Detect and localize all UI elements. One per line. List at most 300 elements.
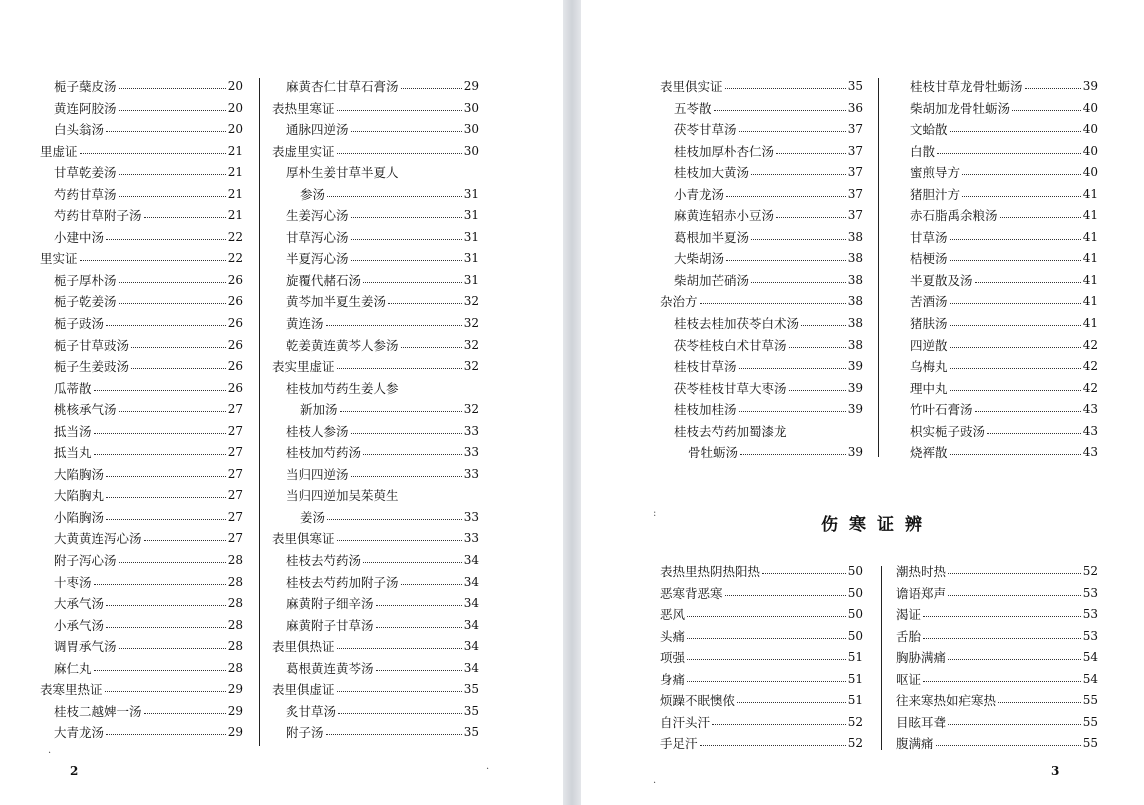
leader-dots bbox=[737, 690, 846, 703]
toc-entry-title: 葛根黄连黄芩汤 bbox=[286, 660, 374, 676]
toc-entry-page: 31 bbox=[463, 229, 479, 244]
toc-entry-title: 麻黄杏仁甘草石膏汤 bbox=[286, 79, 399, 94]
toc-entry-title: 五苓散 bbox=[674, 100, 712, 116]
toc-entry-page: 53 bbox=[1082, 607, 1098, 622]
leader-dots bbox=[340, 399, 462, 412]
toc-entry bbox=[40, 528, 243, 550]
leader-dots bbox=[948, 712, 1081, 725]
toc-entry-page: 34 bbox=[463, 617, 479, 632]
toc-entry-page: 33 bbox=[463, 423, 479, 438]
toc-entry bbox=[896, 399, 1098, 421]
toc-entry-title: 芍药甘草附子汤 bbox=[54, 208, 142, 224]
toc-entry bbox=[896, 141, 1098, 163]
leader-dots bbox=[948, 647, 1081, 660]
toc-entry-page: 41 bbox=[1082, 294, 1098, 309]
toc-entry bbox=[660, 248, 863, 270]
toc-entry bbox=[40, 98, 243, 120]
toc-entry-title: 桂枝人参汤 bbox=[286, 423, 349, 439]
toc-entry-page: 55 bbox=[1082, 736, 1098, 751]
toc-entry bbox=[660, 647, 863, 669]
toc-entry-title: 四逆散 bbox=[910, 337, 948, 353]
toc-entry bbox=[896, 712, 1098, 734]
toc-entry-page: 55 bbox=[1082, 714, 1098, 729]
toc-entry bbox=[896, 378, 1098, 400]
leader-dots bbox=[119, 270, 226, 283]
toc-entry-page: 41 bbox=[1082, 229, 1098, 244]
toc-entry bbox=[660, 313, 863, 335]
leader-dots bbox=[106, 507, 226, 520]
toc-entry-title: 表里俱寒证 bbox=[272, 531, 335, 547]
toc-entry-title: 调胃承气汤 bbox=[54, 639, 117, 655]
toc-entry bbox=[40, 356, 243, 378]
leader-dots bbox=[119, 76, 226, 89]
toc-entry-title: 恶风 bbox=[660, 607, 686, 623]
toc-entry-page: 28 bbox=[227, 553, 243, 568]
toc-entry-page: 34 bbox=[463, 553, 479, 568]
toc-entry-page: 37 bbox=[847, 165, 863, 180]
leader-dots bbox=[363, 442, 462, 455]
toc-entry-page: 29 bbox=[227, 725, 243, 740]
toc-entry-title: 竹叶石膏汤 bbox=[910, 402, 973, 418]
toc-entry-title: 栀子厚朴汤 bbox=[54, 272, 117, 288]
leader-dots bbox=[726, 248, 846, 261]
toc-entry bbox=[896, 270, 1098, 292]
leader-dots bbox=[762, 561, 846, 574]
toc-entry-title: 表实里虚证 bbox=[272, 359, 335, 375]
toc-entry bbox=[272, 550, 479, 572]
toc-entry bbox=[272, 98, 479, 120]
toc-entry-page: 21 bbox=[227, 208, 243, 223]
toc-entry-title: 烦躁不眠懊侬 bbox=[660, 693, 736, 709]
leader-dots bbox=[725, 76, 846, 89]
toc-entry-title: 大承气汤 bbox=[54, 596, 105, 612]
toc-entry-title: 甘草乾姜汤 bbox=[54, 165, 117, 181]
leader-dots bbox=[94, 378, 226, 391]
toc-entry bbox=[272, 378, 479, 400]
toc-entry bbox=[272, 248, 479, 270]
column-divider bbox=[259, 78, 260, 746]
toc-entry bbox=[272, 313, 479, 335]
toc-entry-page: 26 bbox=[227, 272, 243, 287]
toc-entry-page: 33 bbox=[463, 509, 479, 524]
leader-dots bbox=[687, 626, 846, 639]
toc-entry-title: 潮热时热 bbox=[896, 564, 947, 579]
toc-entry-page: 27 bbox=[227, 466, 243, 481]
toc-entry bbox=[660, 98, 863, 120]
toc-entry bbox=[40, 141, 243, 163]
leader-dots bbox=[337, 636, 462, 649]
toc-entry-title: 项强 bbox=[660, 650, 686, 666]
toc-entry bbox=[40, 270, 243, 292]
toc-entry bbox=[896, 561, 1098, 583]
toc-entry-page: 39 bbox=[847, 359, 863, 374]
leader-dots bbox=[376, 615, 462, 628]
toc-entry-title: 芍药甘草汤 bbox=[54, 186, 117, 202]
toc-entry bbox=[40, 399, 243, 421]
leader-dots bbox=[700, 733, 846, 746]
toc-entry-title: 麻黄连轺赤小豆汤 bbox=[674, 208, 775, 224]
toc-entry bbox=[40, 701, 243, 723]
toc-entry-page: 37 bbox=[847, 208, 863, 223]
leader-dots bbox=[714, 98, 846, 111]
toc-entry-page: 26 bbox=[227, 316, 243, 331]
leader-dots bbox=[119, 291, 226, 304]
leader-dots bbox=[119, 399, 226, 412]
toc-entry-page: 28 bbox=[227, 574, 243, 589]
section-column-2 bbox=[896, 561, 1098, 755]
toc-entry-title: 桂枝甘草汤 bbox=[674, 359, 737, 375]
toc-entry-title: 抵当汤 bbox=[54, 423, 92, 439]
toc-entry-page: 50 bbox=[847, 628, 863, 643]
toc-entry-page: 34 bbox=[463, 574, 479, 589]
leader-dots bbox=[962, 184, 1081, 197]
toc-entry bbox=[272, 162, 479, 184]
toc-entry-title: 甘草汤 bbox=[910, 229, 948, 245]
leader-dots bbox=[144, 701, 226, 714]
toc-entry-page: 33 bbox=[463, 531, 479, 546]
toc-entry bbox=[272, 76, 479, 98]
toc-entry bbox=[40, 205, 243, 227]
toc-entry bbox=[40, 227, 243, 249]
toc-entry-title: 乾姜黄连黄芩人参汤 bbox=[286, 337, 399, 353]
toc-entry bbox=[660, 690, 863, 712]
toc-entry-page: 52 bbox=[1082, 564, 1098, 578]
leader-dots bbox=[106, 464, 226, 477]
leader-dots bbox=[337, 98, 462, 111]
toc-entry-page: 52 bbox=[847, 736, 863, 751]
toc-entry bbox=[40, 636, 243, 658]
toc-list bbox=[896, 76, 1098, 464]
toc-entry-title: 当归四逆汤 bbox=[286, 466, 349, 482]
toc-entry-title: 桂枝加大黄汤 bbox=[674, 165, 750, 181]
toc-entry-page: 53 bbox=[1082, 585, 1098, 600]
toc-entry bbox=[660, 291, 863, 313]
toc-entry bbox=[272, 679, 479, 701]
toc-entry-title: 新加汤 bbox=[300, 402, 338, 418]
toc-entry-title: 附子泻心汤 bbox=[54, 553, 117, 569]
toc-entry bbox=[40, 722, 243, 744]
toc-entry-page: 21 bbox=[227, 143, 243, 158]
toc-entry-page: 39 bbox=[1082, 79, 1098, 93]
leader-dots bbox=[337, 528, 462, 541]
toc-entry-title: 乌梅丸 bbox=[910, 359, 948, 375]
toc-entry bbox=[896, 626, 1098, 648]
toc-entry bbox=[272, 485, 479, 507]
leader-dots bbox=[712, 712, 846, 725]
toc-entry-title: 舌胎 bbox=[896, 628, 922, 644]
toc-entry-title: 栀子豉汤 bbox=[54, 316, 105, 332]
leader-dots bbox=[106, 227, 226, 240]
toc-entry-page: 43 bbox=[1082, 423, 1098, 438]
toc-entry bbox=[896, 335, 1098, 357]
toc-entry-title: 桂枝去芍药加附子汤 bbox=[286, 574, 399, 590]
toc-entry-page: 32 bbox=[463, 402, 479, 417]
leader-dots bbox=[962, 162, 1081, 175]
toc-entry-title: 桂枝去芍药加蜀漆龙 bbox=[674, 423, 787, 439]
toc-entry-page: 43 bbox=[1082, 402, 1098, 417]
toc-entry-page: 21 bbox=[227, 186, 243, 201]
toc-entry-title: 表寒里热证 bbox=[40, 682, 103, 698]
toc-entry bbox=[272, 636, 479, 658]
toc-entry bbox=[40, 442, 243, 464]
leader-dots bbox=[998, 690, 1081, 703]
toc-entry bbox=[896, 162, 1098, 184]
leader-dots bbox=[94, 658, 226, 671]
toc-entry-title: 黄芩加半夏生姜汤 bbox=[286, 294, 387, 310]
leader-dots bbox=[751, 270, 846, 283]
toc-entry-page: 37 bbox=[847, 186, 863, 201]
toc-entry bbox=[660, 561, 863, 583]
toc-entry-page: 31 bbox=[463, 208, 479, 223]
leader-dots bbox=[106, 615, 226, 628]
leader-dots bbox=[751, 227, 846, 240]
toc-entry-page: 40 bbox=[1082, 165, 1098, 180]
leader-dots bbox=[739, 399, 846, 412]
toc-entry-title: 恶寒背恶寒 bbox=[660, 585, 723, 601]
toc-entry bbox=[40, 572, 243, 594]
toc-entry-title: 半夏散及汤 bbox=[910, 272, 973, 288]
leader-dots bbox=[948, 583, 1081, 596]
toc-entry bbox=[660, 604, 863, 626]
toc-entry-title: 瓜蒂散 bbox=[54, 380, 92, 396]
toc-entry-title: 抵当丸 bbox=[54, 445, 92, 461]
leader-dots bbox=[687, 669, 846, 682]
toc-entry-page: 54 bbox=[1082, 671, 1098, 686]
scan-speck: · bbox=[48, 748, 52, 759]
toc-entry bbox=[896, 669, 1098, 691]
toc-entry bbox=[272, 335, 479, 357]
leader-dots bbox=[119, 98, 226, 111]
leader-dots bbox=[80, 141, 226, 154]
toc-entry-page: 38 bbox=[847, 337, 863, 352]
toc-entry-title: 渴证 bbox=[896, 607, 922, 623]
toc-entry-page: 42 bbox=[1082, 337, 1098, 352]
toc-entry-title: 柴胡加龙骨牡蛎汤 bbox=[910, 100, 1011, 116]
toc-entry-title: 当归四逆加吴茱萸生 bbox=[286, 488, 399, 504]
toc-entry bbox=[660, 378, 863, 400]
toc-entry-title: 骨牡蛎汤 bbox=[688, 445, 739, 461]
toc-entry-page: 34 bbox=[463, 660, 479, 675]
leader-dots bbox=[106, 722, 226, 735]
toc-entry-title: 呕证 bbox=[896, 671, 922, 687]
toc-entry-page: 51 bbox=[847, 693, 863, 708]
toc-entry-page: 38 bbox=[847, 272, 863, 287]
toc-list bbox=[660, 76, 863, 464]
toc-entry-page: 51 bbox=[847, 671, 863, 686]
toc-entry-page: 35 bbox=[463, 682, 479, 697]
leader-dots bbox=[950, 313, 1081, 326]
leader-dots bbox=[94, 421, 226, 434]
toc-entry-title: 葛根加半夏汤 bbox=[674, 229, 750, 245]
toc-entry-page: 54 bbox=[1082, 650, 1098, 665]
toc-entry-page: 26 bbox=[227, 337, 243, 352]
toc-entry-page: 31 bbox=[463, 272, 479, 287]
toc-entry bbox=[272, 270, 479, 292]
leader-dots bbox=[739, 119, 846, 132]
toc-entry bbox=[40, 291, 243, 313]
toc-entry-title: 枳实栀子豉汤 bbox=[910, 423, 986, 439]
toc-entry bbox=[40, 335, 243, 357]
toc-entry-page: 53 bbox=[1082, 628, 1098, 643]
scan-speck: · bbox=[653, 778, 657, 789]
toc-entry-page: 37 bbox=[847, 143, 863, 158]
toc-entry-page: 30 bbox=[463, 100, 479, 115]
toc-entry-page: 21 bbox=[227, 165, 243, 180]
toc-entry bbox=[40, 658, 243, 680]
toc-entry-title: 桂枝加桂汤 bbox=[674, 402, 737, 418]
toc-entry-page: 39 bbox=[847, 380, 863, 395]
leader-dots bbox=[106, 313, 226, 326]
toc-entry-page: 27 bbox=[227, 445, 243, 460]
leader-dots bbox=[326, 722, 462, 735]
leader-dots bbox=[776, 205, 846, 218]
toc-entry-page: 38 bbox=[847, 294, 863, 309]
toc-entry bbox=[660, 270, 863, 292]
toc-entry-title: 小承气汤 bbox=[54, 617, 105, 633]
toc-entry-title: 小青龙汤 bbox=[674, 186, 725, 202]
toc-entry bbox=[40, 679, 243, 701]
toc-entry-page: 41 bbox=[1082, 208, 1098, 223]
toc-entry-title: 目眩耳聋 bbox=[896, 714, 947, 730]
toc-entry-page: 32 bbox=[463, 359, 479, 374]
toc-entry bbox=[896, 647, 1098, 669]
leader-dots bbox=[376, 658, 462, 671]
toc-entry-title: 胸胁满痛 bbox=[896, 650, 947, 666]
toc-entry-page: 50 bbox=[847, 607, 863, 622]
toc-entry bbox=[272, 227, 479, 249]
toc-entry bbox=[40, 184, 243, 206]
toc-entry-title: 参汤 bbox=[300, 186, 326, 202]
toc-entry-page: 32 bbox=[463, 337, 479, 352]
leader-dots bbox=[700, 291, 846, 304]
leader-dots bbox=[923, 669, 1081, 682]
toc-entry-title: 大黄黄连泻心汤 bbox=[54, 531, 142, 547]
toc-entry-title: 表虚里实证 bbox=[272, 143, 335, 159]
leader-dots bbox=[975, 270, 1081, 283]
leader-dots bbox=[363, 270, 462, 283]
toc-entry bbox=[272, 141, 479, 163]
leader-dots bbox=[923, 604, 1081, 617]
toc-entry-page: 35 bbox=[463, 703, 479, 718]
toc-entry-page: 52 bbox=[847, 714, 863, 729]
toc-entry-page: 34 bbox=[463, 639, 479, 654]
leader-dots bbox=[106, 485, 226, 498]
toc-entry-title: 猪胆汁方 bbox=[910, 186, 961, 202]
toc-entry-page: 28 bbox=[227, 639, 243, 654]
right-page-column-2 bbox=[896, 76, 1098, 464]
leader-dots bbox=[338, 701, 462, 714]
leader-dots bbox=[337, 356, 462, 369]
toc-entry-page: 29 bbox=[463, 79, 479, 93]
toc-entry-title: 附子汤 bbox=[286, 725, 324, 741]
toc-entry-title: 烧裈散 bbox=[910, 445, 948, 461]
toc-entry-title: 表里俱热证 bbox=[272, 639, 335, 655]
toc-entry bbox=[896, 184, 1098, 206]
leader-dots bbox=[131, 356, 226, 369]
toc-entry bbox=[40, 76, 243, 98]
leader-dots bbox=[687, 647, 846, 660]
toc-entry bbox=[40, 421, 243, 443]
toc-entry-title: 旋覆代赭石汤 bbox=[286, 272, 362, 288]
toc-entry-page: 38 bbox=[847, 251, 863, 266]
toc-entry-page: 33 bbox=[463, 445, 479, 460]
toc-entry-page: 40 bbox=[1082, 143, 1098, 158]
toc-entry-title: 里实证 bbox=[40, 251, 78, 267]
toc-entry bbox=[896, 227, 1098, 249]
toc-entry-title: 桃核承气汤 bbox=[54, 402, 117, 418]
leader-dots bbox=[351, 227, 462, 240]
left-page-column-2 bbox=[272, 76, 479, 744]
toc-entry-page: 29 bbox=[227, 703, 243, 718]
toc-entry-page: 27 bbox=[227, 509, 243, 524]
toc-entry-title: 黄连阿胶汤 bbox=[54, 100, 117, 116]
toc-entry bbox=[660, 205, 863, 227]
toc-entry bbox=[660, 399, 863, 421]
toc-entry bbox=[272, 399, 479, 421]
toc-entry-title: 桂枝加厚朴杏仁汤 bbox=[674, 143, 775, 159]
toc-entry-title: 谵语郑声 bbox=[896, 585, 947, 601]
toc-entry-page: 41 bbox=[1082, 251, 1098, 266]
toc-entry-page: 55 bbox=[1082, 693, 1098, 708]
section-column-1 bbox=[660, 561, 863, 755]
toc-entry bbox=[272, 119, 479, 141]
toc-entry-page: 51 bbox=[847, 650, 863, 665]
leader-dots bbox=[948, 561, 1081, 574]
toc-entry-page: 33 bbox=[463, 466, 479, 481]
toc-entry-page: 50 bbox=[847, 585, 863, 600]
toc-entry-page: 22 bbox=[227, 251, 243, 266]
toc-entry-title: 大陷胸丸 bbox=[54, 488, 105, 504]
leader-dots bbox=[1012, 98, 1081, 111]
toc-entry-title: 手足汗 bbox=[660, 736, 698, 752]
toc-entry-title: 小建中汤 bbox=[54, 229, 105, 245]
leader-dots bbox=[975, 399, 1081, 412]
leader-dots bbox=[106, 119, 226, 132]
toc-entry-title: 炙甘草汤 bbox=[286, 703, 337, 719]
toc-entry-title: 苦酒汤 bbox=[910, 294, 948, 310]
toc-entry bbox=[40, 378, 243, 400]
leader-dots bbox=[376, 593, 462, 606]
toc-entry bbox=[660, 583, 863, 605]
toc-entry bbox=[272, 615, 479, 637]
toc-entry-title: 桂枝二越婢一汤 bbox=[54, 703, 142, 719]
leader-dots bbox=[1000, 205, 1081, 218]
toc-entry bbox=[660, 442, 863, 464]
toc-entry-page: 36 bbox=[847, 100, 863, 115]
toc-entry-title: 理中丸 bbox=[910, 380, 948, 396]
toc-entry bbox=[272, 528, 479, 550]
toc-entry bbox=[660, 184, 863, 206]
scan-speck: · bbox=[486, 764, 490, 775]
toc-entry bbox=[272, 593, 479, 615]
toc-entry bbox=[896, 98, 1098, 120]
toc-entry-page: 41 bbox=[1082, 272, 1098, 287]
toc-entry bbox=[272, 464, 479, 486]
toc-entry-title: 文蛤散 bbox=[910, 122, 948, 138]
toc-entry-page: 31 bbox=[463, 251, 479, 266]
toc-entry bbox=[896, 442, 1098, 464]
leader-dots bbox=[351, 421, 462, 434]
scan-speck: : bbox=[653, 508, 657, 519]
toc-entry-page: 32 bbox=[463, 294, 479, 309]
leader-dots bbox=[751, 162, 846, 175]
toc-entry-title: 生姜泻心汤 bbox=[286, 208, 349, 224]
toc-entry bbox=[272, 184, 479, 206]
toc-entry-title: 桂枝去芍药汤 bbox=[286, 553, 362, 569]
toc-entry bbox=[896, 313, 1098, 335]
leader-dots bbox=[401, 335, 462, 348]
toc-entry-page: 43 bbox=[1082, 445, 1098, 460]
